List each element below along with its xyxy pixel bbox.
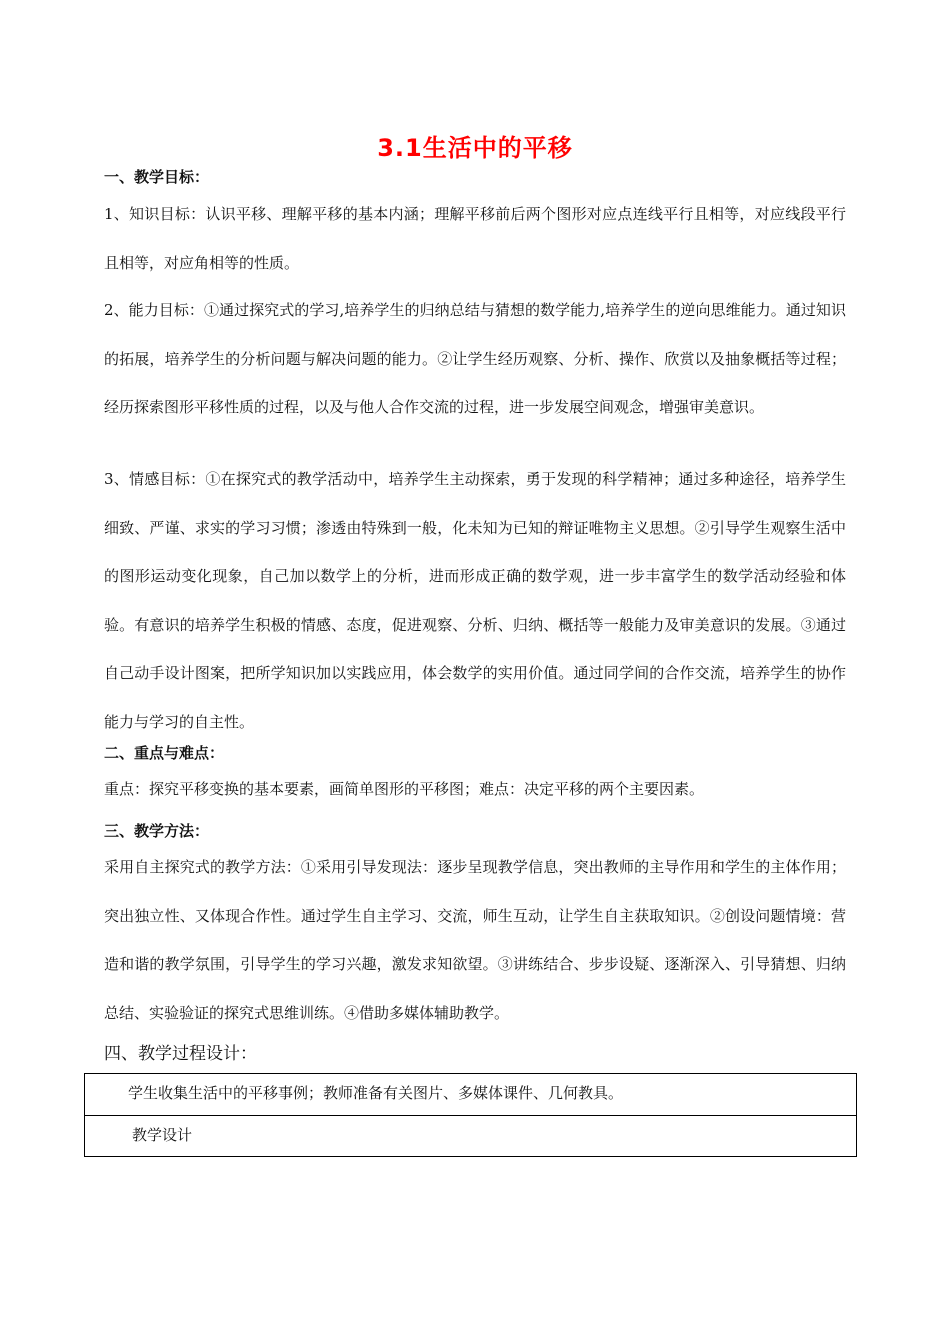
paragraph-key-points: 重点：探究平移变换的基本要素，画简单图形的平移图；难点：决定平移的两个主要因素。	[104, 780, 705, 798]
paragraph-knowledge-objective: 1、知识目标：认识平移、理解平移的基本内涵；理解平移前后两个图形对应点连线平行且相等，对应线段平行且相等，对应角相等的性质。	[104, 205, 846, 272]
table-row	[85, 1074, 856, 1116]
table-cell-design: 教学设计	[132, 1126, 193, 1144]
paragraph-emotion-objective: 3、情感目标：①在探究式的教学活动中，培养学生主动探索，勇于发现的科学精神；通过多种途径，培养学生细致、严谨、求实的学习习惯；渗透由特殊到一般，化未知为已知的辩证唯物主义思想。②引导学生观察生活中的图形运动变化现象，自己加以数学上的分析，进而形成正确的数学观，进一步丰富学生的数学活动经验和体验。有意识的培养学生积极的情感、态度，促进观察、分析、归纳、概括等一般能力及审美意识的发展。③通过自己动手设计图案，把所学知识加以实践应用，体会数学的实用价值。通过同学间的合作交流，培养学生的协作能力与学习的自主性。	[104, 470, 846, 731]
paragraph-ability-objective: 2、能力目标：①通过探究式的学习,培养学生的归纳总结与猜想的数学能力,培养学生的逆向思维能力。通过知识的拓展，培养学生的分析问题与解决问题的能力。②让学生经历观察、分析、操作、欣赏以及抽象概括等过程；经历探索图形平移性质的过程，以及与他人合作交流的过程，进一步发展空间观念，增强审美意识。	[104, 301, 846, 416]
table-cell-preparation: 学生收集生活中的平移事例；教师准备有关图片、多媒体课件、几何教具。	[128, 1084, 624, 1102]
paragraph-method: 采用自主探究式的教学方法：①采用引导发现法：逐步呈现教学信息，突出教师的主导作用和学生的主体作用；突出独立性、又体现合作性。通过学生自主学习、交流，师生互动，让学生自主获取知识。②创设问题情境：营造和谐的教学氛围，引导学生的学习兴趣，激发求知欲望。③讲练结合、步步设疑、逐渐深入、引导猜想、归纳总结、实验验证的探究式思维训练。④借助多媒体辅助教学。	[104, 858, 846, 1022]
section-heading-process: 四、教学过程设计：	[104, 1044, 257, 1064]
section-heading-method: 三、教学方法：	[104, 822, 210, 840]
document-title: 3.1生活中的平移	[377, 134, 573, 162]
section-heading-objectives: 一、教学目标：	[104, 168, 210, 186]
process-table	[84, 1073, 857, 1157]
section-heading-key-points: 二、重点与难点：	[104, 744, 225, 762]
